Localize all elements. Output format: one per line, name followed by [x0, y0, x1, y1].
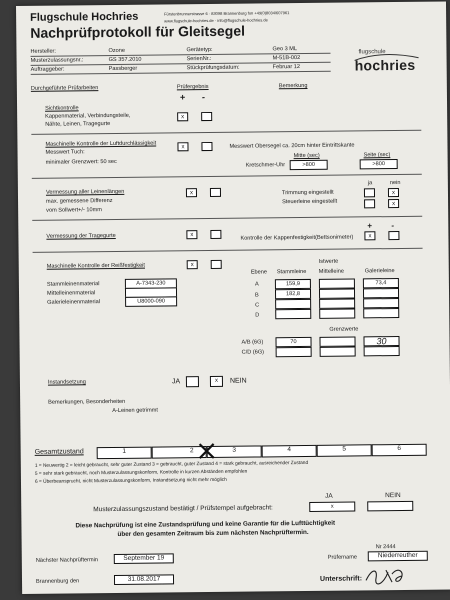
condition-selected-cross-icon [198, 442, 216, 460]
condition-cell-1[interactable]: 1 [97, 447, 152, 460]
logo-top-text: flugschule [358, 49, 386, 56]
gallery-line-header: Galerieleine [364, 268, 395, 275]
trim-yes-header: ja [367, 180, 373, 187]
logo-mountain-icon [353, 52, 423, 63]
ab-limit-gallery[interactable]: 30 [363, 336, 399, 346]
plus-header: + [179, 92, 186, 103]
signature-label: Unterschrift: [319, 575, 363, 583]
disclaimer-line1: Diese Nachprüfung ist eine Zustandsprüfung und keine Garantie für die Lufttüchtigkeit [75, 519, 336, 530]
overall-condition-title: Gesamtzustand [34, 448, 84, 456]
level-c-main-value[interactable] [275, 299, 311, 309]
visual-check-plus-checkbox[interactable]: x [177, 112, 188, 121]
trim-yes-checkbox[interactable] [364, 188, 375, 197]
main-line-material-label: Stammleinenmaterial [46, 281, 100, 288]
canopy-minus-header: - [391, 221, 395, 231]
line-length-minus-checkbox[interactable] [210, 188, 221, 197]
level-a-main-value[interactable]: 159,9 [275, 279, 311, 289]
risers-minus-checkbox[interactable] [210, 230, 221, 239]
trim-label: Trimmung eingestellt [281, 189, 334, 197]
logo-main-text: hochries [354, 56, 416, 74]
condition-legend-line1: 1 = Neuwertig 2 = leicht gebraucht, sehr guter Zustand 3 = gebraucht, guter Zustand 4 = stark gebraucht, ausreichender Zustand [34, 460, 309, 469]
level-c-middle-value[interactable] [319, 298, 355, 308]
condition-legend-line3: 6 = Überbeansprucht, nicht Musterzulassungskonform, Instandsetzung nicht mehr möglich [34, 477, 227, 485]
actual-values-header: Istwerte [318, 258, 339, 265]
customer-value: Passberger [108, 65, 138, 73]
side-seconds-header: Seite (sec) [363, 152, 391, 159]
serial-label: SerienNr.: [186, 55, 212, 63]
main-line-header: Stammleine [276, 268, 307, 276]
condition-cell-2[interactable]: 2 [152, 446, 207, 459]
level-d-middle-value[interactable] [319, 308, 355, 318]
ab-limit-label: A/B (6G) [241, 339, 264, 346]
ab-limit-main[interactable]: 70 [275, 337, 311, 347]
confirm-no-header: NEIN [385, 491, 401, 500]
repair-no-label: NEIN [229, 377, 247, 385]
risers-plus-checkbox[interactable]: x [186, 230, 197, 239]
handwritten-signature-icon [362, 564, 412, 587]
inspector-value[interactable]: Niederreuther [368, 551, 428, 562]
gallery-line-material-value[interactable]: U8000-090 [125, 296, 177, 307]
disclaimer-line2: über den gesamten Zeitraum bis zum nächsten Nachprüftermin. [117, 528, 309, 538]
customer-label: Auftraggeber: [30, 66, 65, 73]
tensile-minus-checkbox[interactable] [211, 260, 222, 269]
middle-seconds-value[interactable]: >800 [290, 160, 328, 170]
limit-values-header: Grenzwerte [329, 326, 359, 333]
main-line-material-value[interactable]: A-7343-230 [125, 278, 177, 289]
remark-column-header: Bemerkung [278, 82, 308, 90]
remarks-text: A-Leinen getrimmt [112, 407, 158, 415]
next-inspection-label: Nächster Nachprüftermin [35, 557, 99, 564]
middle-line-material-label: Mittelleinenmaterial [46, 290, 96, 297]
device-type-value: Geo 3 ML [272, 46, 298, 53]
level-d-label: D [255, 312, 260, 319]
brake-line-no-checkbox[interactable]: x [388, 199, 399, 208]
trim-no-header: nein [389, 179, 401, 187]
visual-check-minus-checkbox[interactable] [201, 112, 212, 121]
repair-title: Instandsetzung [47, 379, 86, 386]
level-a-gallery-value[interactable]: 73,4 [363, 278, 399, 288]
minus-header: - [201, 92, 206, 103]
manufacturer-value: Ozone [108, 47, 125, 55]
condition-cell-3[interactable]: 3 [207, 445, 262, 458]
condition-legend-line2: 5 = sehr stark gebraucht, noch Musterzulassungskonform, Kontrolle in kurzen Abständen empfohlen [34, 469, 248, 477]
canopy-plus-checkbox[interactable]: x [364, 231, 375, 240]
ab-limit-middle[interactable] [319, 336, 355, 346]
air-permeability-minus-checkbox[interactable] [201, 142, 212, 151]
address-line: Fürstenbrunnerstrasse 6 · 83098 Brannenburg fon +49(0)8034/607961 [164, 10, 290, 17]
trim-no-checkbox[interactable]: x [388, 188, 399, 197]
inspection-protocol-sheet [16, 1, 450, 593]
document-title: Nachprüfprotokoll für Gleitsegel [30, 22, 246, 41]
middle-seconds-header: Mitte (sec) [293, 152, 320, 160]
approval-no-label: Musterzulassungsnr.: [30, 57, 84, 64]
device-type-label: Gerätetyp: [186, 46, 213, 54]
level-header: Ebene [250, 269, 268, 276]
unit-test-date-label: Stückprüfungsdatum: [186, 64, 240, 72]
level-a-middle-value[interactable] [319, 278, 355, 288]
manufacturer-label: Hersteller: [30, 48, 57, 55]
confirm-label: Musterzulassungszustand bestätigt / Prüfstempel aufgebracht: [93, 504, 273, 514]
brake-line-yes-checkbox[interactable] [364, 199, 375, 208]
document-number: Nr 2444 [375, 544, 396, 551]
cd-limit-gallery[interactable] [364, 346, 400, 356]
air-permeability-plus-checkbox[interactable]: x [177, 142, 188, 151]
air-permeability-title: Maschinelle Kontrolle der Luftdurchlässigkeit [45, 140, 157, 148]
measurement-location-label: Messwert Obersegel ca. 20cm hinter Eintrittskante [229, 142, 355, 150]
repair-yes-label: JA [171, 378, 181, 386]
line-length-plus-checkbox[interactable]: x [186, 188, 197, 197]
level-b-middle-value[interactable] [319, 288, 355, 298]
visual-check-line2: Nähte, Leinen, Tragegurte [45, 121, 111, 128]
risers-title: Vermessung der Tragegurte [46, 232, 116, 240]
line-length-line2: vom Sollwert+/- 10mm [46, 207, 102, 214]
level-c-label: C [255, 302, 260, 309]
condition-cell-5[interactable]: 5 [317, 444, 372, 457]
level-b-label: B [255, 292, 259, 299]
work-column-header: Durchgeführte Prüfarbeiten [30, 85, 99, 92]
tensile-strength-title: Maschinelle Kontrolle der Reißfestigkeit [46, 262, 146, 270]
canopy-plus-header: + [367, 221, 373, 231]
tensile-plus-checkbox[interactable]: x [187, 260, 198, 269]
serial-value: M-51B-002 [272, 55, 301, 62]
cd-limit-main[interactable] [276, 347, 312, 357]
middle-line-header: Mittelleine [318, 268, 345, 275]
inspector-label: Prüfername [327, 554, 358, 561]
repair-no-checkbox[interactable]: x [210, 376, 223, 387]
air-permeability-line2: minimaler Grenzwert: 50 sec [45, 158, 117, 166]
remarks-label: Bemerkungen, Besonderheiten [48, 398, 126, 406]
confirm-no-box[interactable] [367, 501, 413, 511]
cd-limit-label: C/D (6G) [241, 349, 265, 356]
condition-cell-6[interactable]: 6 [372, 444, 427, 457]
confirm-yes-box[interactable]: x [309, 501, 355, 511]
canopy-strength-title: Kontrolle der Kappenfestigkeit(Bettsonimeter) [240, 234, 354, 242]
repair-yes-checkbox[interactable] [186, 376, 199, 387]
unit-test-date-value: Februar 12 [272, 64, 301, 71]
place-date-label: Brannenburg den [35, 578, 80, 585]
level-a-label: A [254, 281, 259, 288]
canopy-minus-checkbox[interactable] [388, 231, 399, 240]
level-b-main-value[interactable]: 182,8 [275, 289, 311, 299]
gallery-line-material-label: Galerieleinenmaterial [47, 299, 100, 306]
side-seconds-value[interactable]: >800 [360, 159, 398, 169]
next-inspection-value[interactable]: September 19 [114, 553, 174, 564]
approval-no-value: GS 357.2010 [108, 56, 142, 64]
condition-cell-4[interactable]: 4 [262, 445, 317, 458]
brake-line-label: Steuerleine eingestellt [282, 198, 338, 206]
level-d-gallery-value[interactable] [363, 308, 399, 318]
web-line: www.flugschule-hochries.de · info@flugschule-hochries.de [164, 17, 268, 24]
cd-limit-middle[interactable] [320, 346, 356, 356]
level-b-gallery-value[interactable] [363, 288, 399, 298]
level-d-main-value[interactable] [275, 309, 311, 319]
school-name: Flugschule Hochries [30, 10, 139, 24]
confirm-yes-header: JA [325, 492, 333, 500]
level-c-gallery-value[interactable] [363, 298, 399, 308]
air-permeability-line1: Messwert Tuch: [45, 149, 85, 156]
place-date-value[interactable]: 31.08.2017 [114, 574, 174, 585]
result-column-header: Prüfergebnis [176, 83, 209, 91]
visual-check-line1: Kappenmaterial, Verbindungsteile, [45, 112, 131, 120]
line-length-title: Vermessung aller Leinenlängen [45, 188, 125, 196]
visual-check-title: Sichtkontrolle [45, 105, 79, 112]
line-length-line1: max. gemessene Differenz [46, 198, 113, 205]
kretschmer-clock-label: Kretschmer-Uhr [245, 162, 286, 169]
